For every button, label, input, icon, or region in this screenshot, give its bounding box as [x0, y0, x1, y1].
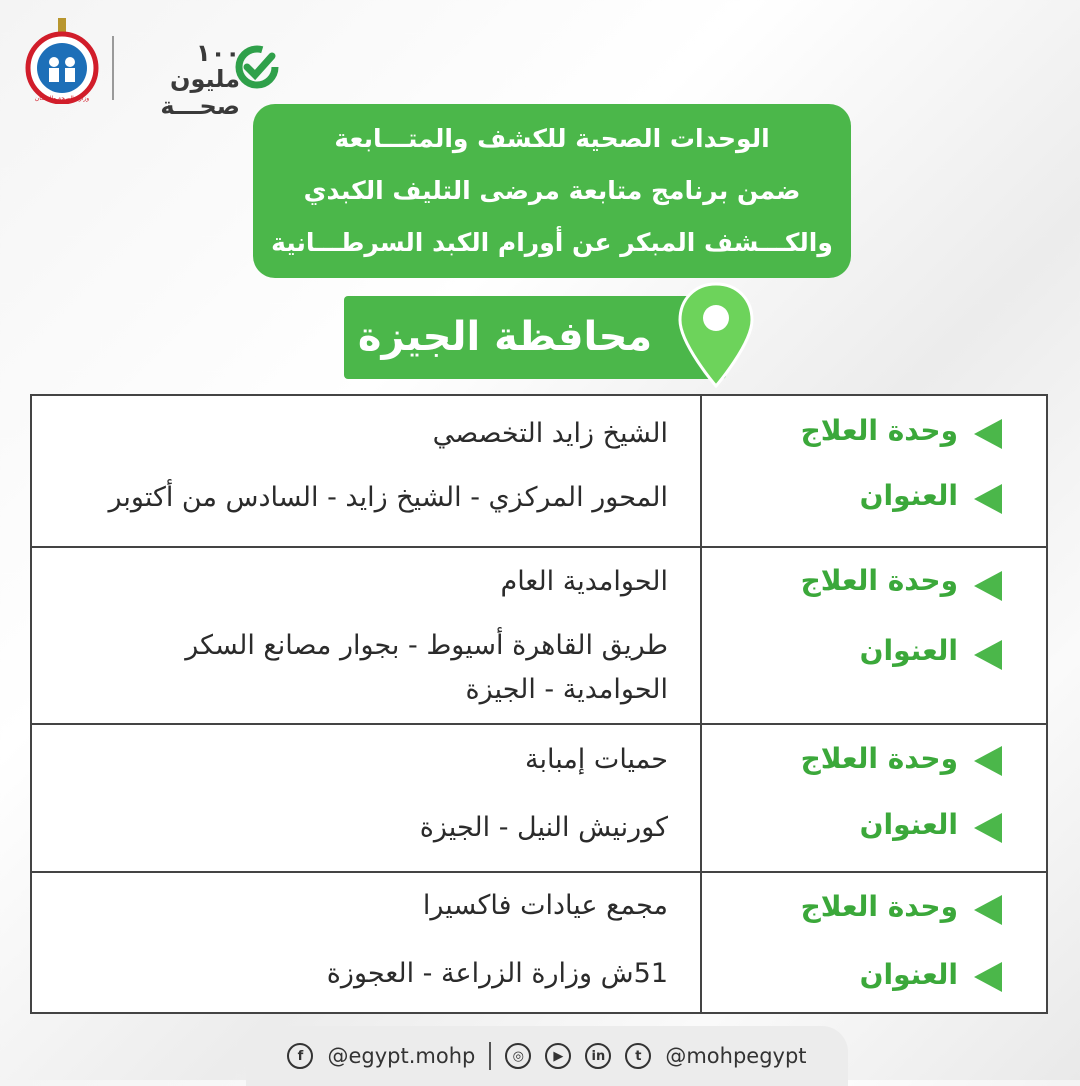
instagram-icon[interactable]: ◎ [505, 1043, 531, 1069]
unit-label: وحدة العلاج [800, 414, 958, 447]
address-value: 51ش وزارة الزراعة - العجوزة [326, 958, 668, 989]
table-column-divider [700, 394, 702, 1014]
arrow-left-icon [974, 962, 1002, 992]
unit-value: الشيخ زايد التخصصي [432, 418, 668, 449]
address-label: العنوان [859, 479, 958, 512]
arrow-left-icon [974, 640, 1002, 670]
unit-label: وحدة العلاج [800, 742, 958, 775]
ministry-logo [22, 18, 102, 104]
unit-value: الحوامدية العام [500, 566, 668, 597]
address-value-line-1: طريق القاهرة أسيوط - بجوار مصانع السكر [185, 630, 668, 661]
arrow-left-icon [974, 813, 1002, 843]
address-label: العنوان [859, 958, 958, 991]
social-footer [246, 1026, 848, 1086]
arrow-left-icon [974, 571, 1002, 601]
title-line-1: الوحدات الصحية للكشف والمتـــابعة [334, 124, 770, 153]
address-value-line-2: الحوامدية - الجيزة [465, 674, 668, 705]
twitter-icon[interactable]: t [625, 1043, 651, 1069]
linkedin-icon[interactable]: in [585, 1043, 611, 1069]
checkmark-icon [234, 44, 280, 90]
unit-label: وحدة العلاج [800, 564, 958, 597]
location-pin-icon [676, 280, 756, 390]
unit-label: وحدة العلاج [800, 890, 958, 923]
footer-divider [489, 1042, 491, 1070]
unit-value: مجمع عيادات فاكسيرا [422, 890, 668, 921]
row-divider [30, 723, 1048, 725]
brand-line-1: ١٠٠ مليون [170, 39, 240, 93]
social-handle[interactable]: @mohpegypt [665, 1044, 807, 1068]
arrow-left-icon [974, 419, 1002, 449]
address-value: المحور المركزي - الشيخ زايد - السادس من أكتوبر [108, 482, 668, 513]
arrow-left-icon [974, 484, 1002, 514]
header-divider [112, 36, 114, 100]
brand-text [124, 40, 240, 120]
facebook-icon[interactable]: f [287, 1043, 313, 1069]
address-label: العنوان [859, 634, 958, 667]
row-divider [30, 546, 1048, 548]
arrow-left-icon [974, 895, 1002, 925]
youtube-icon[interactable]: ▶ [545, 1043, 571, 1069]
address-value: كورنيش النيل - الجيزة [419, 812, 668, 843]
title-banner [253, 104, 851, 278]
arrow-left-icon [974, 746, 1002, 776]
title-line-2: ضمن برنامج متابعة مرضى التليف الكبدي [303, 176, 801, 205]
address-label: العنوان [859, 808, 958, 841]
brand-line-2: صحـــة [160, 92, 240, 120]
title-line-3: والكـــشف المبكر عن أورام الكبد السرطـــانية [271, 228, 833, 257]
row-divider [30, 871, 1048, 873]
unit-value: حميات إمبابة [524, 744, 668, 775]
svg-text:وزارة الصحة والسكان: وزارة الصحة والسكان [34, 95, 90, 102]
facebook-handle[interactable]: @egypt.mohp [327, 1044, 476, 1068]
governorate-banner: محافظة الجيزة [344, 296, 726, 379]
